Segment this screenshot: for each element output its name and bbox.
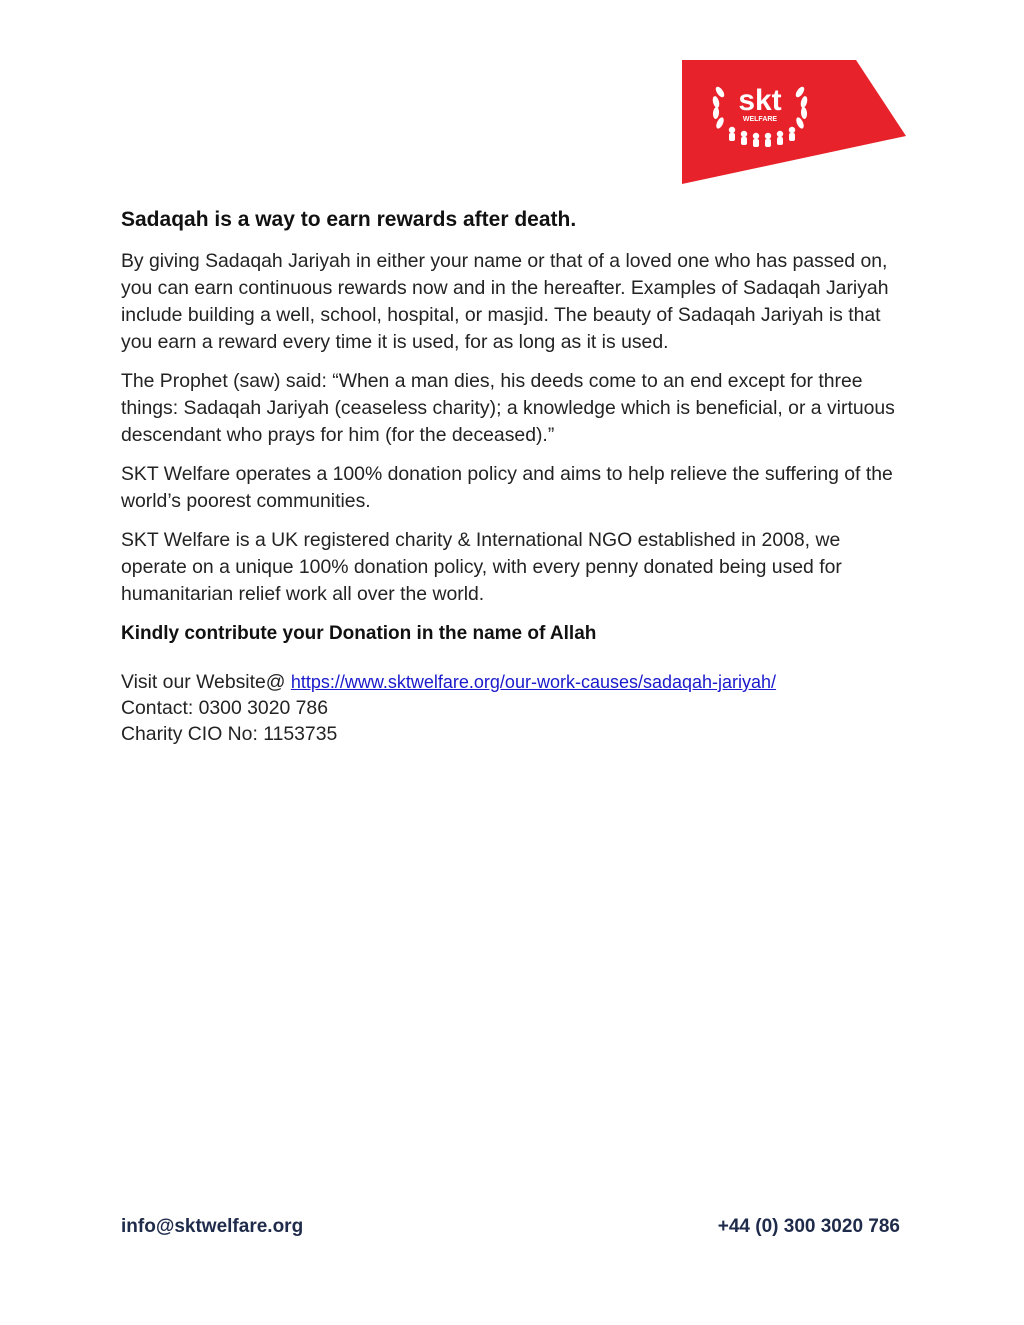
paragraph-sadaqah-intro: By giving Sadaqah Jariyah in either your name or that of a loved one who has passed on, you can earn continuous rewards now and in the hereafter. Examples of Sadaqah Jariyah include building a well, school, hospital, or masjid. The beauty of Sadaqah Jariyah is that you earn a reward every time it is used, for as long as it is used. (121, 250, 889, 353)
footer-phone[interactable]: +44 (0) 300 3020 786 (717, 1216, 900, 1237)
contact-phone-line: Contact: 0300 3020 786 (121, 697, 329, 719)
paragraph-charity-about: SKT Welfare is a UK registered charity & International NGO established in 2008, we operate on a unique 100% donation policy, with every penny donated being used for humanitarian relief work all over the world. (121, 529, 842, 605)
logo-graphic (680, 58, 906, 186)
website-label: Visit our Website@ (121, 671, 286, 693)
skt-welfare-logo (680, 58, 906, 186)
charity-number-line: Charity CIO No: 1153735 (121, 723, 338, 745)
donation-call-to-action: Kindly contribute your Donation in the name of Allah (121, 623, 597, 644)
logo-tagline: WELFARE (742, 116, 778, 123)
page-title: Sadaqah is a way to earn rewards after death. (121, 208, 577, 231)
logo-red-banner (682, 60, 906, 184)
logo-wordmark: skt (738, 84, 782, 117)
website-link[interactable]: https://www.sktwelfare.org/our-work-causes/sadaqah-jariyah/ (290, 672, 777, 692)
website-line (121, 669, 911, 695)
paragraph-hadith-quote: The Prophet (saw) said: “When a man dies, his deeds come to an end except for three things: Sadaqah Jariyah (ceaseless charity); a knowledge which is beneficial, or a virtuous descendant who prays for him (for the deceased).” (121, 370, 895, 446)
paragraph-donation-policy: SKT Welfare operates a 100% donation policy and aims to help relieve the suffering of the world’s poorest communities. (121, 463, 893, 512)
article-body (121, 205, 911, 747)
footer-email[interactable]: info@sktwelfare.org (121, 1216, 304, 1237)
